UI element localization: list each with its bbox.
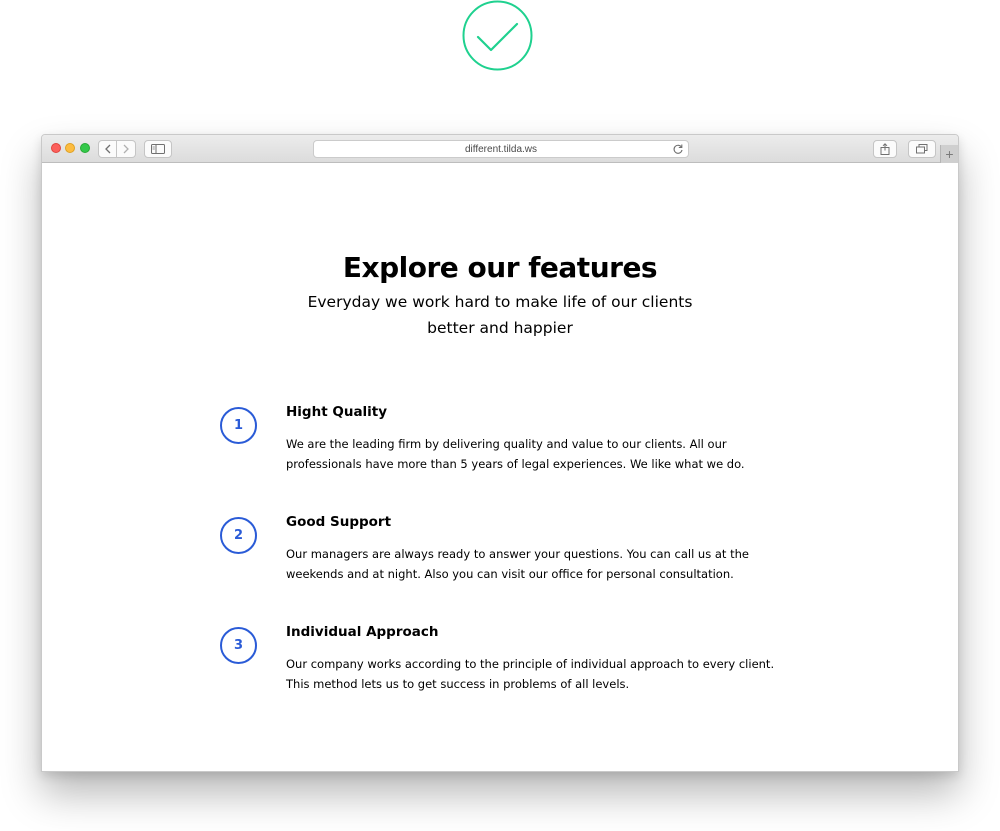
feature-title: Hight Quality xyxy=(286,404,388,420)
tabs-icon xyxy=(916,144,928,154)
share-icon xyxy=(880,143,890,155)
forward-button[interactable] xyxy=(117,140,136,158)
sidebar-toggle-button[interactable] xyxy=(144,140,172,158)
plus-icon: + xyxy=(945,146,954,162)
browser-window xyxy=(41,134,959,772)
new-tab-button[interactable] xyxy=(940,145,958,163)
show-tabs-button[interactable] xyxy=(908,140,936,158)
minimize-window-button[interactable] xyxy=(65,143,75,153)
feature-title: Good Support xyxy=(286,514,392,530)
feature-number-badge: 3 xyxy=(220,627,257,664)
checkmark-badge-icon xyxy=(462,0,533,71)
feature-title: Individual Approach xyxy=(286,624,439,640)
address-bar-url: different.tilda.ws xyxy=(464,143,538,155)
chevron-right-icon xyxy=(122,144,130,154)
chevron-left-icon xyxy=(104,144,112,154)
feature-number-badge: 1 xyxy=(220,407,257,444)
browser-toolbar xyxy=(42,135,958,163)
page-content xyxy=(42,163,958,772)
share-button[interactable] xyxy=(873,140,897,158)
feature-description: We are the leading firm by delivering quality and value to our clients. All our professionals have more than 5 years of legal experiences. We like what we do. xyxy=(286,437,745,471)
feature-number-badge: 2 xyxy=(220,517,257,554)
feature-description: Our managers are always ready to answer your questions. You can call us at the weekends and at night. Also you can visit our office for personal consultation. xyxy=(286,547,749,581)
reload-icon[interactable] xyxy=(672,143,684,155)
sidebar-icon xyxy=(151,144,165,154)
back-button[interactable] xyxy=(98,140,117,158)
address-bar[interactable] xyxy=(313,140,689,158)
feature-description: Our company works according to the principle of individual approach to every client. This method lets us to get success in problems of all levels. xyxy=(286,657,775,691)
maximize-window-button[interactable] xyxy=(80,143,90,153)
close-window-button[interactable] xyxy=(51,143,61,153)
page-title: Explore our features xyxy=(342,251,658,284)
page-subtitle: Everyday we work hard to make life of our clients better and happier xyxy=(307,293,693,337)
